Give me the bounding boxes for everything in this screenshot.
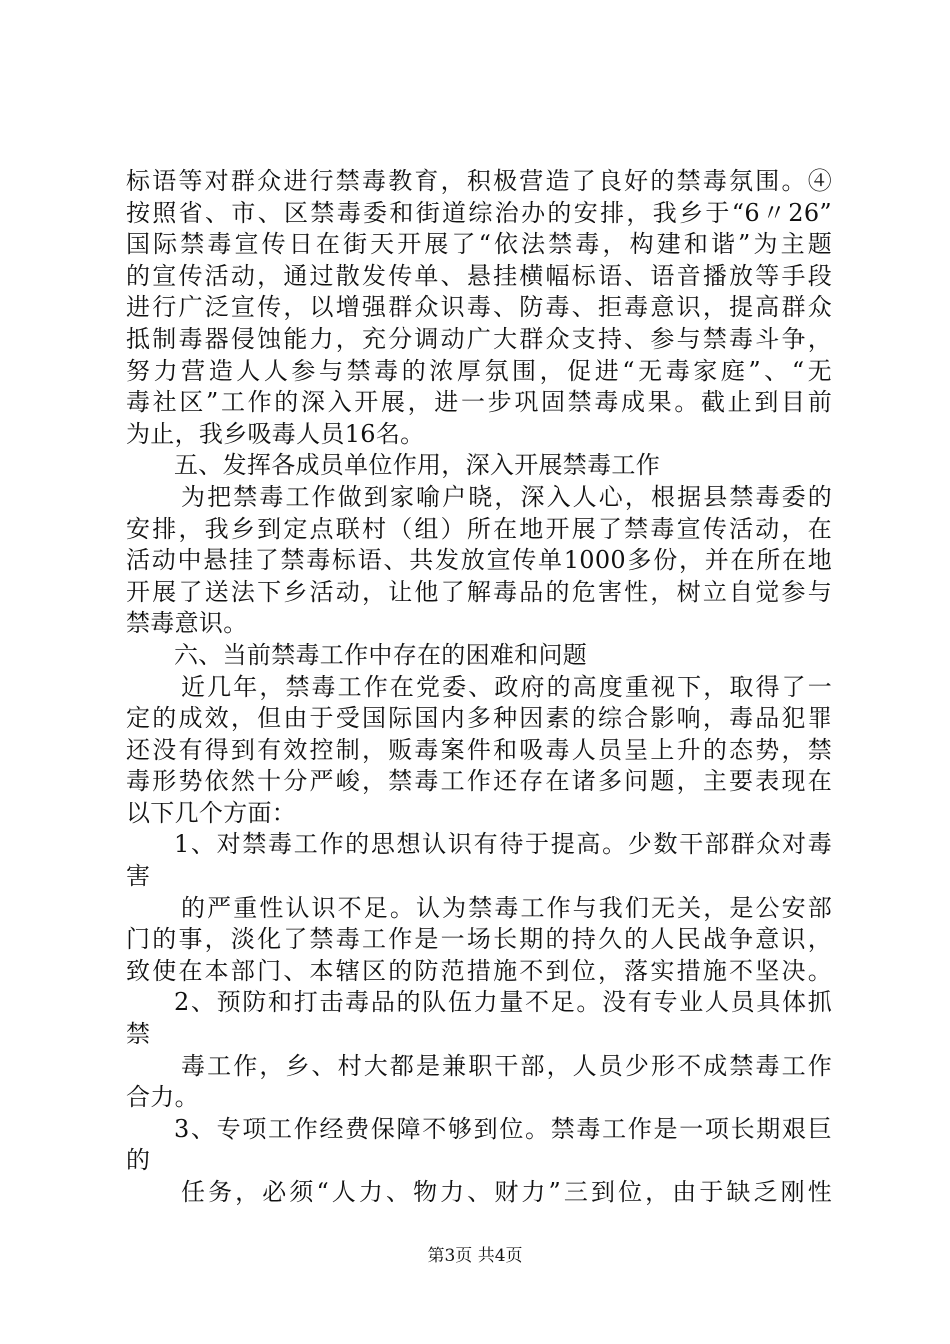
text-line: 国际禁毒宣传日在街天开展了“依法禁毒，构建和谐”为主题: [126, 230, 832, 259]
text-line: 为止，我乡吸毒人员16名。: [126, 419, 425, 448]
text-line: 毒社区”工作的深入开展，进一步巩固禁毒成果。截止到目前: [126, 388, 832, 417]
text-line: 合力。: [126, 1083, 199, 1112]
section-heading: 六、当前禁毒工作中存在的困难和问题: [174, 640, 588, 669]
text-line: 禁毒意识。: [126, 609, 248, 638]
text-line: 进行广泛宣传，以增强群众识毒、防毒、拒毒意识，提高群众: [126, 293, 832, 322]
text-line: 致使在本部门、本辖区的防范措施不到位，落实措施不坚决。: [126, 956, 832, 985]
list-item-heading: 3、专项工作经费保障不够到位。禁毒工作是一项长期艰巨: [174, 1114, 832, 1143]
list-item-heading: 2、预防和打击毒品的队伍力量不足。没有专业人员具体抓: [174, 988, 832, 1017]
text-line: 害: [126, 862, 151, 891]
text-line: 活动中悬挂了禁毒标语、共发放宣传单1000多份，并在所在地: [126, 546, 832, 575]
text-line: 禁: [126, 1020, 151, 1049]
page-number-footer: 第3页 共4页: [427, 1246, 523, 1266]
text-line: 还没有得到有效控制，贩毒案件和吸毒人员呈上升的态势，禁: [126, 735, 832, 764]
text-line: 安排，我乡到定点联村（组）所在地开展了禁毒宣传活动，在: [126, 514, 832, 543]
text-line: 门的事，淡化了禁毒工作是一场长期的持久的人民战争意识，: [126, 925, 832, 954]
text-line: 近几年，禁毒工作在党委、政府的高度重视下，取得了一: [181, 672, 832, 701]
text-line: 标语等对群众进行禁毒教育，积极营造了良好的禁毒氛围。④: [126, 167, 832, 195]
text-line: 任务，必须“人力、物力、财力”三到位，由于缺乏刚性: [181, 1178, 832, 1206]
document-body: [126, 166, 832, 1209]
text-line: 努力营造人人参与禁毒的浓厚氛围，促进“无毒家庭”、“无: [126, 356, 832, 385]
text-line: 的严重性认识不足。认为禁毒工作与我们无关，是公安部: [181, 893, 832, 922]
text-line: 毒形势依然十分严峻，禁毒工作还存在诸多问题，主要表现在: [126, 767, 832, 796]
list-item-heading: 1、对禁毒工作的思想认识有待于提高。少数干部群众对毒: [174, 830, 832, 859]
text-line: 的宣传活动，通过散发传单、悬挂横幅标语、语音播放等手段: [126, 261, 832, 290]
text-line: 按照省、市、区禁毒委和街道综治办的安排，我乡于“6〃26”: [126, 198, 832, 227]
text-line: 开展了送法下乡活动，让他了解毒品的危害性，树立自觉参与: [126, 577, 832, 606]
text-line: 的: [126, 1146, 151, 1175]
text-line: 定的成效，但由于受国际国内多种因素的综合影响，毒品犯罪: [126, 704, 832, 733]
text-line: 抵制毒器侵蚀能力，充分调动广大群众支持、参与禁毒斗争，: [126, 324, 832, 353]
text-line: 以下几个方面：: [126, 798, 297, 827]
text-line: 毒工作，乡、村大都是兼职干部，人员少形不成禁毒工作: [181, 1051, 832, 1080]
text-line: 为把禁毒工作做到家喻户晓，深入人心，根据县禁毒委的: [181, 482, 832, 511]
section-heading: 五、发挥各成员单位作用，深入开展禁毒工作: [174, 451, 660, 480]
